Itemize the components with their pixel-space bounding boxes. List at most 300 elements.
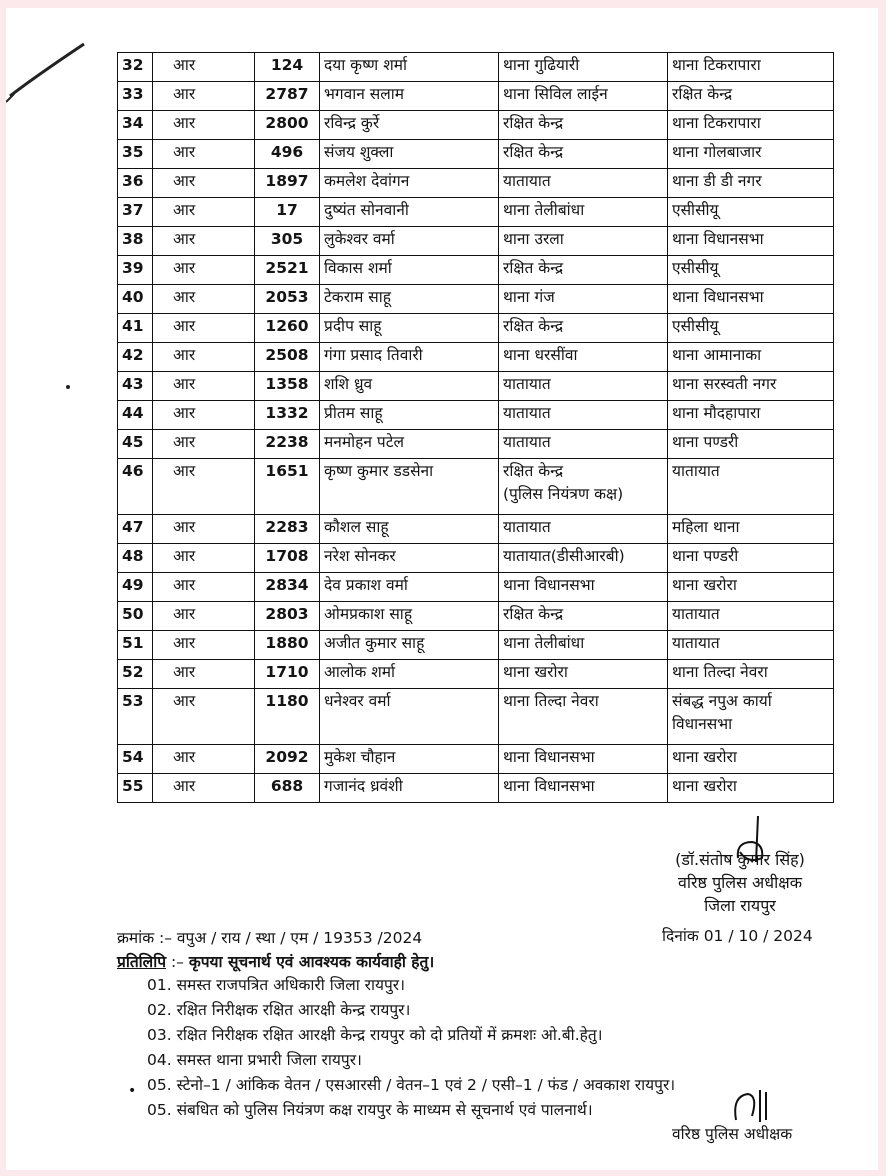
employee-name-cell bbox=[320, 256, 499, 285]
serial-number-cell-text: 43 bbox=[122, 375, 144, 393]
badge-number-cell bbox=[255, 602, 320, 631]
order-date: दिनांक 01 / 10 / 2024 bbox=[662, 927, 813, 945]
badge-number-cell bbox=[255, 227, 320, 256]
new-posting-cell-text: थाना विधानसभा bbox=[672, 230, 764, 248]
new-posting-cell bbox=[668, 573, 834, 602]
new-posting-cell-text: थाना मौदहापारा bbox=[672, 404, 761, 422]
rank-cell-text: आर bbox=[173, 56, 196, 74]
table-row bbox=[118, 198, 834, 227]
badge-number-cell-text: 1358 bbox=[265, 375, 309, 393]
new-posting-cell-text: थाना खरोरा bbox=[672, 748, 737, 766]
serial-number-cell-text: 39 bbox=[122, 259, 144, 277]
badge-number-cell-text: 2508 bbox=[265, 346, 309, 364]
new-posting-cell bbox=[668, 660, 834, 689]
badge-number-cell-text: 305 bbox=[270, 230, 304, 248]
employee-name-cell-text: कृष्ण कुमार डडसेना bbox=[324, 462, 434, 480]
current-posting-cell-text: थाना सिविल लाईन bbox=[503, 85, 608, 103]
badge-number-cell bbox=[255, 256, 320, 285]
current-posting-cell bbox=[499, 660, 668, 689]
badge-number-cell bbox=[255, 544, 320, 573]
current-posting-cell bbox=[499, 631, 668, 660]
serial-number-cell-text: 49 bbox=[122, 576, 144, 594]
badge-number-cell bbox=[255, 745, 320, 774]
serial-number-cell-text: 36 bbox=[122, 172, 144, 190]
serial-number-cell bbox=[118, 602, 153, 631]
rank-cell bbox=[153, 774, 255, 803]
badge-number-cell-text: 1180 bbox=[265, 692, 309, 710]
rank-cell-text: आर bbox=[173, 433, 196, 451]
rank-cell bbox=[153, 660, 255, 689]
serial-number-cell bbox=[118, 401, 153, 430]
new-posting-cell-text: यातायात bbox=[672, 605, 720, 623]
badge-number-cell bbox=[255, 774, 320, 803]
rank-cell bbox=[153, 573, 255, 602]
table-row bbox=[118, 256, 834, 285]
employee-name-cell-text: रविन्द्र कुर्रे bbox=[324, 114, 380, 132]
employee-name-cell bbox=[320, 285, 499, 314]
employee-name-cell bbox=[320, 660, 499, 689]
current-posting-cell bbox=[499, 689, 668, 745]
stray-dot bbox=[66, 385, 70, 389]
employee-name-cell-text: प्रदीप साहू bbox=[324, 317, 382, 335]
rank-cell-text: आर bbox=[173, 748, 196, 766]
new-posting-cell bbox=[668, 256, 834, 285]
rank-cell bbox=[153, 401, 255, 430]
badge-number-cell bbox=[255, 82, 320, 111]
badge-number-cell bbox=[255, 430, 320, 459]
table-row bbox=[118, 745, 834, 774]
rank-cell-text: आर bbox=[173, 259, 196, 277]
new-posting-cell bbox=[668, 515, 834, 544]
employee-name-cell-text: शशि ध्रुव bbox=[324, 375, 373, 393]
new-posting-cell-text: थाना टिकरापारा bbox=[672, 56, 761, 74]
rank-cell-text: आर bbox=[173, 605, 196, 623]
serial-number-cell bbox=[118, 573, 153, 602]
new-posting-cell bbox=[668, 745, 834, 774]
serial-number-cell bbox=[118, 631, 153, 660]
rank-cell bbox=[153, 82, 255, 111]
table-row bbox=[118, 774, 834, 803]
employee-name-cell-text: ओमप्रकाश साहू bbox=[324, 605, 413, 623]
new-posting-cell-text: थाना टिकरापारा bbox=[672, 114, 761, 132]
serial-number-cell bbox=[118, 53, 153, 82]
serial-number-cell-text: 33 bbox=[122, 85, 144, 103]
badge-number-cell-text: 124 bbox=[270, 56, 304, 74]
copy-list-item: 03. रक्षित निरीक्षक रक्षित आरक्षी केन्द्र रायपुर को दो प्रतियों में क्रमशः ओ.बी.हेतु। bbox=[147, 1026, 603, 1044]
table-row bbox=[118, 227, 834, 256]
new-posting-cell bbox=[668, 631, 834, 660]
serial-number-cell-text: 44 bbox=[122, 404, 144, 422]
rank-cell-text: आर bbox=[173, 777, 196, 795]
badge-number-cell bbox=[255, 573, 320, 602]
rank-cell bbox=[153, 745, 255, 774]
current-posting-cell bbox=[499, 459, 668, 515]
serial-number-cell-text: 37 bbox=[122, 201, 144, 219]
serial-number-cell bbox=[118, 169, 153, 198]
serial-number-cell-text: 46 bbox=[122, 462, 144, 480]
badge-number-cell-text: 1708 bbox=[265, 547, 309, 565]
new-posting-cell bbox=[668, 372, 834, 401]
table-row bbox=[118, 140, 834, 169]
new-posting-cell-text: थाना विधानसभा bbox=[672, 288, 764, 306]
current-posting-cell-text: यातायात bbox=[503, 375, 551, 393]
rank-cell bbox=[153, 198, 255, 227]
employee-name-cell bbox=[320, 573, 499, 602]
current-posting-cell bbox=[499, 256, 668, 285]
new-posting-cell bbox=[668, 111, 834, 140]
rank-cell bbox=[153, 53, 255, 82]
employee-name-cell-text: टेकराम साहू bbox=[324, 288, 391, 306]
current-posting-cell-text: रक्षित केन्द्र bbox=[503, 605, 564, 623]
signatory-block bbox=[640, 848, 840, 917]
table-row bbox=[118, 459, 834, 515]
new-posting-cell-text: थाना सरस्वती नगर bbox=[672, 375, 777, 393]
current-posting-cell-text: थाना तेलीबांधा bbox=[503, 201, 585, 219]
copy-label: प्रतिलिपि bbox=[117, 953, 167, 971]
employee-name-cell bbox=[320, 169, 499, 198]
badge-number-cell bbox=[255, 372, 320, 401]
rank-cell bbox=[153, 544, 255, 573]
signatory-district: जिला रायपुर bbox=[704, 896, 776, 915]
employee-name-cell-text: प्रीतम साहू bbox=[324, 404, 383, 422]
employee-name-cell-text: देव प्रकाश वर्मा bbox=[324, 576, 408, 594]
serial-number-cell-text: 51 bbox=[122, 634, 144, 652]
employee-name-cell-text: विकास शर्मा bbox=[324, 259, 392, 277]
employee-name-cell bbox=[320, 689, 499, 745]
employee-name-cell bbox=[320, 430, 499, 459]
new-posting-cell bbox=[668, 314, 834, 343]
table-row bbox=[118, 111, 834, 140]
pen-stroke-mark bbox=[6, 36, 96, 106]
current-posting-cell bbox=[499, 372, 668, 401]
employee-name-cell bbox=[320, 111, 499, 140]
current-posting-cell bbox=[499, 53, 668, 82]
serial-number-cell bbox=[118, 82, 153, 111]
employee-name-cell-text: दया कृष्ण शर्मा bbox=[324, 56, 408, 74]
employee-name-cell bbox=[320, 314, 499, 343]
current-posting-cell bbox=[499, 285, 668, 314]
employee-name-cell bbox=[320, 631, 499, 660]
new-posting-cell-text: यातायात bbox=[672, 462, 720, 480]
badge-number-cell bbox=[255, 459, 320, 515]
employee-name-cell-text: धनेश्वर वर्मा bbox=[324, 692, 391, 710]
current-posting-cell-text: थाना विधानसभा bbox=[503, 777, 595, 795]
signatory-name: (डॉ.संतोष कुमार सिंह) bbox=[675, 850, 805, 869]
badge-number-cell-text: 2787 bbox=[265, 85, 309, 103]
new-posting-cell-text: एसीसीयू bbox=[672, 317, 719, 335]
badge-number-cell-text: 2283 bbox=[265, 518, 309, 536]
bottom-signatory: वरिष्ठ पुलिस अधीक्षक bbox=[672, 1125, 793, 1143]
new-posting-cell-text: एसीसीयू bbox=[672, 201, 719, 219]
badge-number-cell-text: 1332 bbox=[265, 404, 309, 422]
employee-name-cell-text: गंगा प्रसाद तिवारी bbox=[324, 346, 423, 364]
new-posting-cell-text: महिला थाना bbox=[672, 518, 740, 536]
current-posting-cell bbox=[499, 745, 668, 774]
badge-number-cell-text: 2800 bbox=[265, 114, 309, 132]
rank-cell-text: आर bbox=[173, 201, 196, 219]
current-posting-cell-text: यातायात bbox=[503, 518, 551, 536]
current-posting-cell-text: थाना तेलीबांधा bbox=[503, 634, 585, 652]
badge-number-cell-text: 1260 bbox=[265, 317, 309, 335]
badge-number-cell bbox=[255, 198, 320, 227]
rank-cell-text: आर bbox=[173, 85, 196, 103]
employee-name-cell bbox=[320, 544, 499, 573]
serial-number-cell-text: 55 bbox=[122, 777, 144, 795]
new-posting-cell bbox=[668, 602, 834, 631]
current-posting-cell-text: यातायात(डीसीआरबी) bbox=[503, 547, 625, 565]
serial-number-cell-text: 32 bbox=[122, 56, 144, 74]
current-posting-cell-text: थाना गंज bbox=[503, 288, 555, 306]
badge-number-cell-text: 1710 bbox=[265, 663, 309, 681]
badge-number-cell bbox=[255, 401, 320, 430]
badge-number-cell-text: 2053 bbox=[265, 288, 309, 306]
badge-number-cell-text: 688 bbox=[270, 777, 304, 795]
new-posting-cell bbox=[668, 774, 834, 803]
current-posting-cell-text: यातायात bbox=[503, 433, 551, 451]
badge-number-cell bbox=[255, 285, 320, 314]
rank-cell bbox=[153, 256, 255, 285]
employee-name-cell-text: संजय शुक्ला bbox=[324, 143, 394, 161]
new-posting-cell-text: थाना पण्डरी bbox=[672, 547, 739, 565]
serial-number-cell-text: 34 bbox=[122, 114, 144, 132]
current-posting-cell-text: रक्षित केन्द्र bbox=[503, 317, 564, 335]
new-posting-cell-text: थाना तिल्दा नेवरा bbox=[672, 663, 768, 681]
current-posting-cell-text: थाना विधानसभा bbox=[503, 748, 595, 766]
current-posting-cell-text: रक्षित केन्द्र bbox=[503, 143, 564, 161]
current-posting-cell-text: थाना खरोरा bbox=[503, 663, 568, 681]
table-row bbox=[118, 544, 834, 573]
badge-number-cell-text: 2521 bbox=[265, 259, 309, 277]
employee-name-cell bbox=[320, 82, 499, 111]
badge-number-cell-text: 2834 bbox=[265, 576, 309, 594]
table-row bbox=[118, 343, 834, 372]
employee-name-cell-text: मुकेश चौहान bbox=[324, 748, 396, 766]
employee-name-cell bbox=[320, 53, 499, 82]
serial-number-cell-text: 41 bbox=[122, 317, 144, 335]
rank-cell bbox=[153, 140, 255, 169]
new-posting-cell-text: थाना खरोरा bbox=[672, 777, 737, 795]
transfer-table bbox=[117, 52, 834, 803]
serial-number-cell bbox=[118, 198, 153, 227]
rank-cell bbox=[153, 602, 255, 631]
employee-name-cell-text: कमलेश देवांगन bbox=[324, 172, 410, 190]
employee-name-cell-text: भगवान सलाम bbox=[324, 85, 405, 103]
current-posting-cell-text: थाना गुढियारी bbox=[503, 56, 580, 74]
serial-number-cell-text: 48 bbox=[122, 547, 144, 565]
rank-cell-text: आर bbox=[173, 172, 196, 190]
serial-number-cell bbox=[118, 343, 153, 372]
rank-cell-text: आर bbox=[173, 547, 196, 565]
employee-name-cell-text: गजानंद ध्रवंशी bbox=[324, 777, 403, 795]
initials-mark bbox=[730, 1086, 790, 1126]
new-posting-cell bbox=[668, 169, 834, 198]
badge-number-cell bbox=[255, 140, 320, 169]
current-posting-cell-text: यातायात bbox=[503, 404, 551, 422]
rank-cell-text: आर bbox=[173, 375, 196, 393]
rank-cell-text: आर bbox=[173, 634, 196, 652]
badge-number-cell-text: 17 bbox=[276, 201, 298, 219]
current-posting-cell bbox=[499, 140, 668, 169]
employee-name-cell-text: अजीत कुमार साहू bbox=[324, 634, 425, 652]
serial-number-cell bbox=[118, 140, 153, 169]
new-posting-cell bbox=[668, 544, 834, 573]
serial-number-cell bbox=[118, 660, 153, 689]
new-posting-cell-text: यातायात bbox=[672, 634, 720, 652]
rank-cell-text: आर bbox=[173, 143, 196, 161]
rank-cell bbox=[153, 689, 255, 745]
table-row bbox=[118, 573, 834, 602]
table-row bbox=[118, 53, 834, 82]
new-posting-cell bbox=[668, 53, 834, 82]
rank-cell bbox=[153, 285, 255, 314]
current-posting-cell bbox=[499, 544, 668, 573]
serial-number-cell-text: 42 bbox=[122, 346, 144, 364]
new-posting-cell bbox=[668, 198, 834, 227]
current-posting-cell bbox=[499, 198, 668, 227]
new-posting-cell-text: थाना डी डी नगर bbox=[672, 172, 762, 190]
rank-cell-text: आर bbox=[173, 576, 196, 594]
new-posting-cell bbox=[668, 689, 834, 745]
current-posting-cell-text: थाना धरसींवा bbox=[503, 346, 578, 364]
rank-cell bbox=[153, 169, 255, 198]
new-posting-cell bbox=[668, 430, 834, 459]
employee-name-cell bbox=[320, 343, 499, 372]
current-posting-cell-text: थाना तिल्दा नेवरा bbox=[503, 692, 599, 710]
rank-cell bbox=[153, 372, 255, 401]
new-posting-cell-text-line2: विधानसभा bbox=[672, 715, 733, 733]
current-posting-cell-text: रक्षित केन्द्र bbox=[503, 114, 564, 132]
table-row bbox=[118, 515, 834, 544]
new-posting-cell bbox=[668, 343, 834, 372]
new-posting-cell-text: थाना पण्डरी bbox=[672, 433, 739, 451]
rank-cell-text: आर bbox=[173, 288, 196, 306]
new-posting-cell bbox=[668, 140, 834, 169]
rank-cell-text: आर bbox=[173, 346, 196, 364]
serial-number-cell bbox=[118, 111, 153, 140]
new-posting-cell-text: संबद्ध नपुअ कार्या bbox=[672, 692, 772, 710]
serial-number-cell-text: 35 bbox=[122, 143, 144, 161]
current-posting-cell-text: रक्षित केन्द्र bbox=[503, 259, 564, 277]
employee-name-cell bbox=[320, 401, 499, 430]
rank-cell-text: आर bbox=[173, 518, 196, 536]
current-posting-cell bbox=[499, 169, 668, 198]
rank-cell-text: आर bbox=[173, 114, 196, 132]
table-row bbox=[118, 430, 834, 459]
copy-list-item: 04. समस्त थाना प्रभारी जिला रायपुर। bbox=[147, 1051, 362, 1069]
new-posting-cell-text: थाना खरोरा bbox=[672, 576, 737, 594]
serial-number-cell bbox=[118, 459, 153, 515]
rank-cell-text: आर bbox=[173, 692, 196, 710]
current-posting-cell bbox=[499, 401, 668, 430]
current-posting-cell bbox=[499, 573, 668, 602]
table-row bbox=[118, 285, 834, 314]
badge-number-cell-text: 2238 bbox=[265, 433, 309, 451]
serial-number-cell-text: 50 bbox=[122, 605, 144, 623]
table-row bbox=[118, 602, 834, 631]
new-posting-cell-text: रक्षित केन्द्र bbox=[672, 85, 733, 103]
serial-number-cell-text: 45 bbox=[122, 433, 144, 451]
new-posting-cell bbox=[668, 227, 834, 256]
table-row bbox=[118, 401, 834, 430]
new-posting-cell bbox=[668, 459, 834, 515]
table-row bbox=[118, 660, 834, 689]
bullet-dot: • bbox=[128, 1083, 137, 1099]
employee-name-cell-text: लुकेश्वर वर्मा bbox=[324, 230, 395, 248]
serial-number-cell bbox=[118, 515, 153, 544]
rank-cell-text: आर bbox=[173, 230, 196, 248]
badge-number-cell bbox=[255, 169, 320, 198]
rank-cell bbox=[153, 314, 255, 343]
current-posting-cell-text-line2: (पुलिस नियंत्रण कक्ष) bbox=[503, 485, 624, 503]
employee-name-cell-text: नरेश सोनकर bbox=[324, 547, 396, 565]
rank-cell-text: आर bbox=[173, 404, 196, 422]
serial-number-cell bbox=[118, 774, 153, 803]
employee-name-cell bbox=[320, 227, 499, 256]
serial-number-cell bbox=[118, 372, 153, 401]
employee-name-cell-text: आलोक शर्मा bbox=[324, 663, 396, 681]
badge-number-cell bbox=[255, 631, 320, 660]
serial-number-cell bbox=[118, 314, 153, 343]
new-posting-cell bbox=[668, 82, 834, 111]
new-posting-cell-text: थाना आमानाका bbox=[672, 346, 762, 364]
rank-cell bbox=[153, 343, 255, 372]
serial-number-cell bbox=[118, 227, 153, 256]
serial-number-cell bbox=[118, 544, 153, 573]
rank-cell bbox=[153, 111, 255, 140]
employee-name-cell bbox=[320, 774, 499, 803]
table-row bbox=[118, 169, 834, 198]
badge-number-cell bbox=[255, 111, 320, 140]
table-row bbox=[118, 372, 834, 401]
current-posting-cell bbox=[499, 602, 668, 631]
current-posting-cell-text: यातायात bbox=[503, 172, 551, 190]
serial-number-cell bbox=[118, 285, 153, 314]
serial-number-cell bbox=[118, 745, 153, 774]
employee-name-cell-text: मनमोहन पटेल bbox=[324, 433, 405, 451]
badge-number-cell bbox=[255, 660, 320, 689]
rank-cell-text: आर bbox=[173, 317, 196, 335]
serial-number-cell-text: 54 bbox=[122, 748, 144, 766]
copy-separator: :– bbox=[166, 953, 189, 971]
new-posting-cell bbox=[668, 401, 834, 430]
copy-list-item: 01. समस्त राजपत्रित अधिकारी जिला रायपुर। bbox=[147, 976, 406, 994]
employee-name-cell bbox=[320, 745, 499, 774]
copy-list-item: 05. संबधित को पुलिस नियंत्रण कक्ष रायपुर के माध्यम से सूचनार्थ एवं पालनार्थ। bbox=[147, 1101, 593, 1119]
employee-name-cell bbox=[320, 140, 499, 169]
rank-cell bbox=[153, 631, 255, 660]
rank-cell-text: आर bbox=[173, 663, 196, 681]
employee-name-cell-text: कौशल साहू bbox=[324, 518, 389, 536]
copy-heading bbox=[117, 950, 434, 972]
current-posting-cell bbox=[499, 111, 668, 140]
rank-cell bbox=[153, 515, 255, 544]
employee-name-cell bbox=[320, 515, 499, 544]
rank-cell bbox=[153, 227, 255, 256]
current-posting-cell-text: थाना उरला bbox=[503, 230, 564, 248]
rank-cell-text: आर bbox=[173, 462, 196, 480]
serial-number-cell bbox=[118, 430, 153, 459]
badge-number-cell-text: 2803 bbox=[265, 605, 309, 623]
badge-number-cell bbox=[255, 343, 320, 372]
current-posting-cell bbox=[499, 343, 668, 372]
table-row bbox=[118, 314, 834, 343]
signatory-designation: वरिष्ठ पुलिस अधीक्षक bbox=[677, 873, 803, 892]
current-posting-cell bbox=[499, 227, 668, 256]
serial-number-cell-text: 38 bbox=[122, 230, 144, 248]
current-posting-cell bbox=[499, 314, 668, 343]
serial-number-cell-text: 40 bbox=[122, 288, 144, 306]
employee-name-cell bbox=[320, 372, 499, 401]
